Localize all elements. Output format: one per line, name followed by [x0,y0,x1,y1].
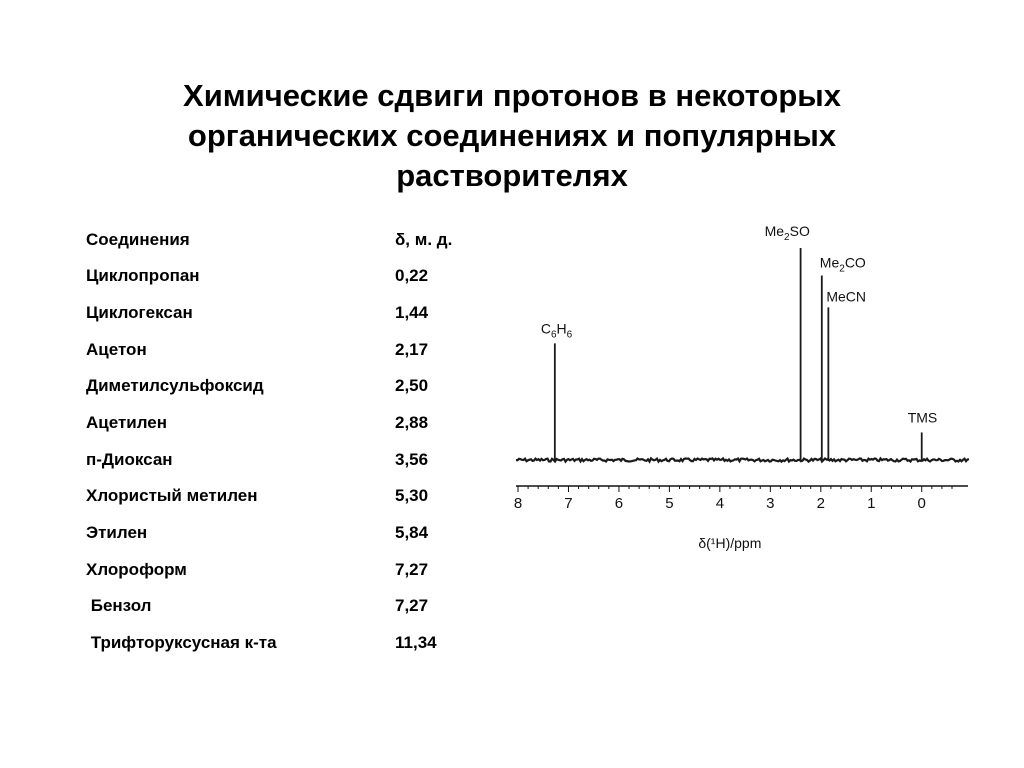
x-tick-label: 6 [614,495,624,512]
shift-value: 5,30 [395,486,429,505]
table-header [86,222,506,258]
table-row [86,552,506,588]
table-row [86,368,506,404]
table-row [86,515,506,551]
shift-value: 7,27 [395,596,429,615]
shift-value: 2,88 [395,413,429,432]
nmr-spectrum [500,223,970,560]
header-shift: δ, м. д. [395,230,453,249]
x-tick-label: 2 [816,495,825,512]
x-axis-label: δ(¹H)/ppm [698,535,762,551]
x-tick-label: 0 [917,495,926,512]
x-tick-label: 5 [665,495,674,512]
compound-name: Хлороформ [86,560,187,579]
header-compound: Соединения [86,230,190,249]
x-tick-label: 3 [766,495,775,512]
compound-name: Циклопропан [86,266,200,285]
x-tick-label: 7 [564,495,573,512]
compound-name: п-Диоксан [86,450,173,469]
shift-value: 2,50 [395,376,429,395]
compound-name: Ацетилен [86,413,168,432]
table-row [86,478,506,514]
shift-value: 0,22 [395,266,429,285]
shift-value: 7,27 [395,560,429,579]
compound-name: Трифторуксусная к-та [86,633,277,652]
page-title: Химические сдвиги протонов в некоторых органических соединениях и популярных растворителях [183,78,841,193]
compound-name: Этилен [86,523,148,542]
compound-name: Хлористый метилен [86,486,258,505]
peak-label: TMS [907,409,938,426]
x-tick-label: 8 [513,495,523,512]
shift-value: 2,17 [395,340,429,359]
compound-name: Бензол [86,596,152,615]
table-row [86,625,506,661]
x-tick-label: 1 [867,495,876,512]
spectrum-baseline [516,458,969,461]
shift-value: 1,44 [395,303,429,322]
table-row [86,405,506,441]
peak-label: $Me_2SO$ [764,223,810,243]
shift-value: 3,56 [395,450,429,469]
compound-name: Диметилсульфоксид [86,376,264,395]
peak-label: MeCN [826,288,867,305]
table-row [86,442,506,478]
shift-value: 5,84 [395,523,429,542]
compound-name: Ацетон [86,340,147,359]
peak-label: $C_6H_6$ [540,320,573,341]
peak-label: $Me_2CO$ [819,254,866,275]
shift-value: 11,34 [395,633,437,652]
x-tick-label: 4 [715,495,725,512]
table-row [86,332,506,368]
table-row [86,258,506,294]
compound-name: Циклогексан [86,303,193,322]
table-row [86,295,506,331]
table-row [86,588,506,624]
